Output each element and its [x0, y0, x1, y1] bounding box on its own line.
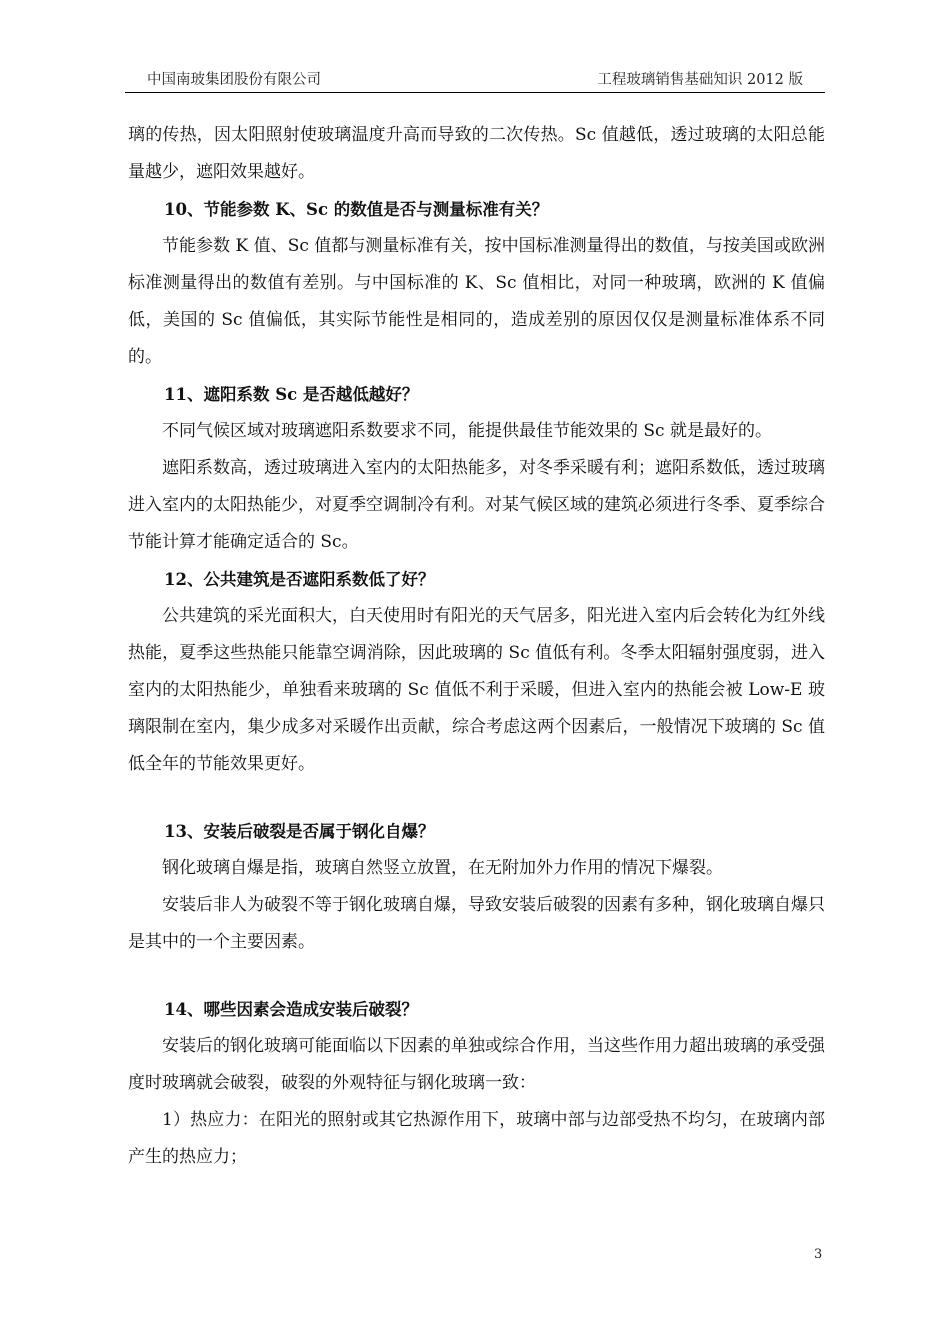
- spacer: [128, 961, 825, 991]
- paragraph: 公共建筑的采光面积大，白天使用时有阳光的天气居多，阳光进入室内后会转化为红外线热能，夏季这些热能只能靠空调消除，因此玻璃的 Sc 值低有利。冬季太阳辐射强度弱，进入室内的太阳热能少，单独看来玻璃的 Sc 值低不利于采暖，但进入室内的热能会被 Low-E 玻璃限制在室内，集少成多对采暖作出贡献，综合考虑这两个因素后，一般情况下玻璃的 Sc 值低全年的节能效果更好。: [128, 606, 825, 774]
- paragraph: 遮阳系数高，透过玻璃进入室内的太阳热能多，对冬季采暖有利；遮阳系数低，透过玻璃进入室内的太阳热能少，对夏季空调制冷有利。对某气候区域的建筑必须进行冬季、夏季综合节能计算才能确定适合的 Sc。: [128, 458, 825, 552]
- section-heading-12: 12、公共建筑是否遮阳系数低了好？: [164, 570, 435, 589]
- paragraph: 节能参数 K 值、Sc 值都与测量标准有关，按中国标准测量得出的数值，与按美国或欧洲标准测量得出的数值有差别。与中国标准的 K、Sc 值相比，对同一种玻璃，欧洲的 K 值偏低，美国的 Sc 值偏低，其实际节能性是相同的，造成差别的原因仅仅是测量标准体系不同的。: [128, 236, 825, 367]
- page-number: 3: [814, 1247, 823, 1262]
- section-heading-11: 11、遮阳系数 Sc 是否越低越好？: [164, 385, 419, 404]
- paragraph: 安装后的钢化玻璃可能面临以下因素的单独或综合作用，当这些作用力超出玻璃的承受强度时玻璃就会破裂，破裂的外观特征与钢化玻璃一致：: [128, 1036, 825, 1093]
- page-header: [125, 66, 825, 93]
- spacer: [128, 783, 825, 813]
- paragraph: 璃的传热，因太阳照射使玻璃温度升高而导致的二次传热。Sc 值越低，透过玻璃的太阳总能量越少，遮阳效果越好。: [128, 125, 825, 182]
- paragraph: 不同气候区域对玻璃遮阳系数要求不同，能提供最佳节能效果的 Sc 就是最好的。: [162, 421, 772, 441]
- section-heading-14: 14、哪些因素会造成安装后破裂？: [164, 1000, 418, 1019]
- paragraph: 1）热应力：在阳光的照射或其它热源作用下，玻璃中部与边部受热不均匀，在玻璃内部产生的热应力；: [128, 1110, 825, 1167]
- section-heading-13: 13、安装后破裂是否属于钢化自爆？: [164, 822, 435, 841]
- paragraph: 安装后非人为破裂不等于钢化玻璃自爆，导致安装后破裂的因素有多种，钢化玻璃自爆只是其中的一个主要因素。: [128, 895, 825, 952]
- document-body: [128, 117, 825, 1176]
- section-heading-10: 10、节能参数 K、Sc 的数值是否与测量标准有关？: [164, 200, 549, 219]
- header-doc-title: 工程玻璃销售基础知识 2012 版: [597, 72, 803, 88]
- header-company: 中国南玻集团股份有限公司: [147, 72, 321, 88]
- paragraph: 钢化玻璃自爆是指，玻璃自然竖立放置，在无附加外力作用的情况下爆裂。: [162, 858, 723, 878]
